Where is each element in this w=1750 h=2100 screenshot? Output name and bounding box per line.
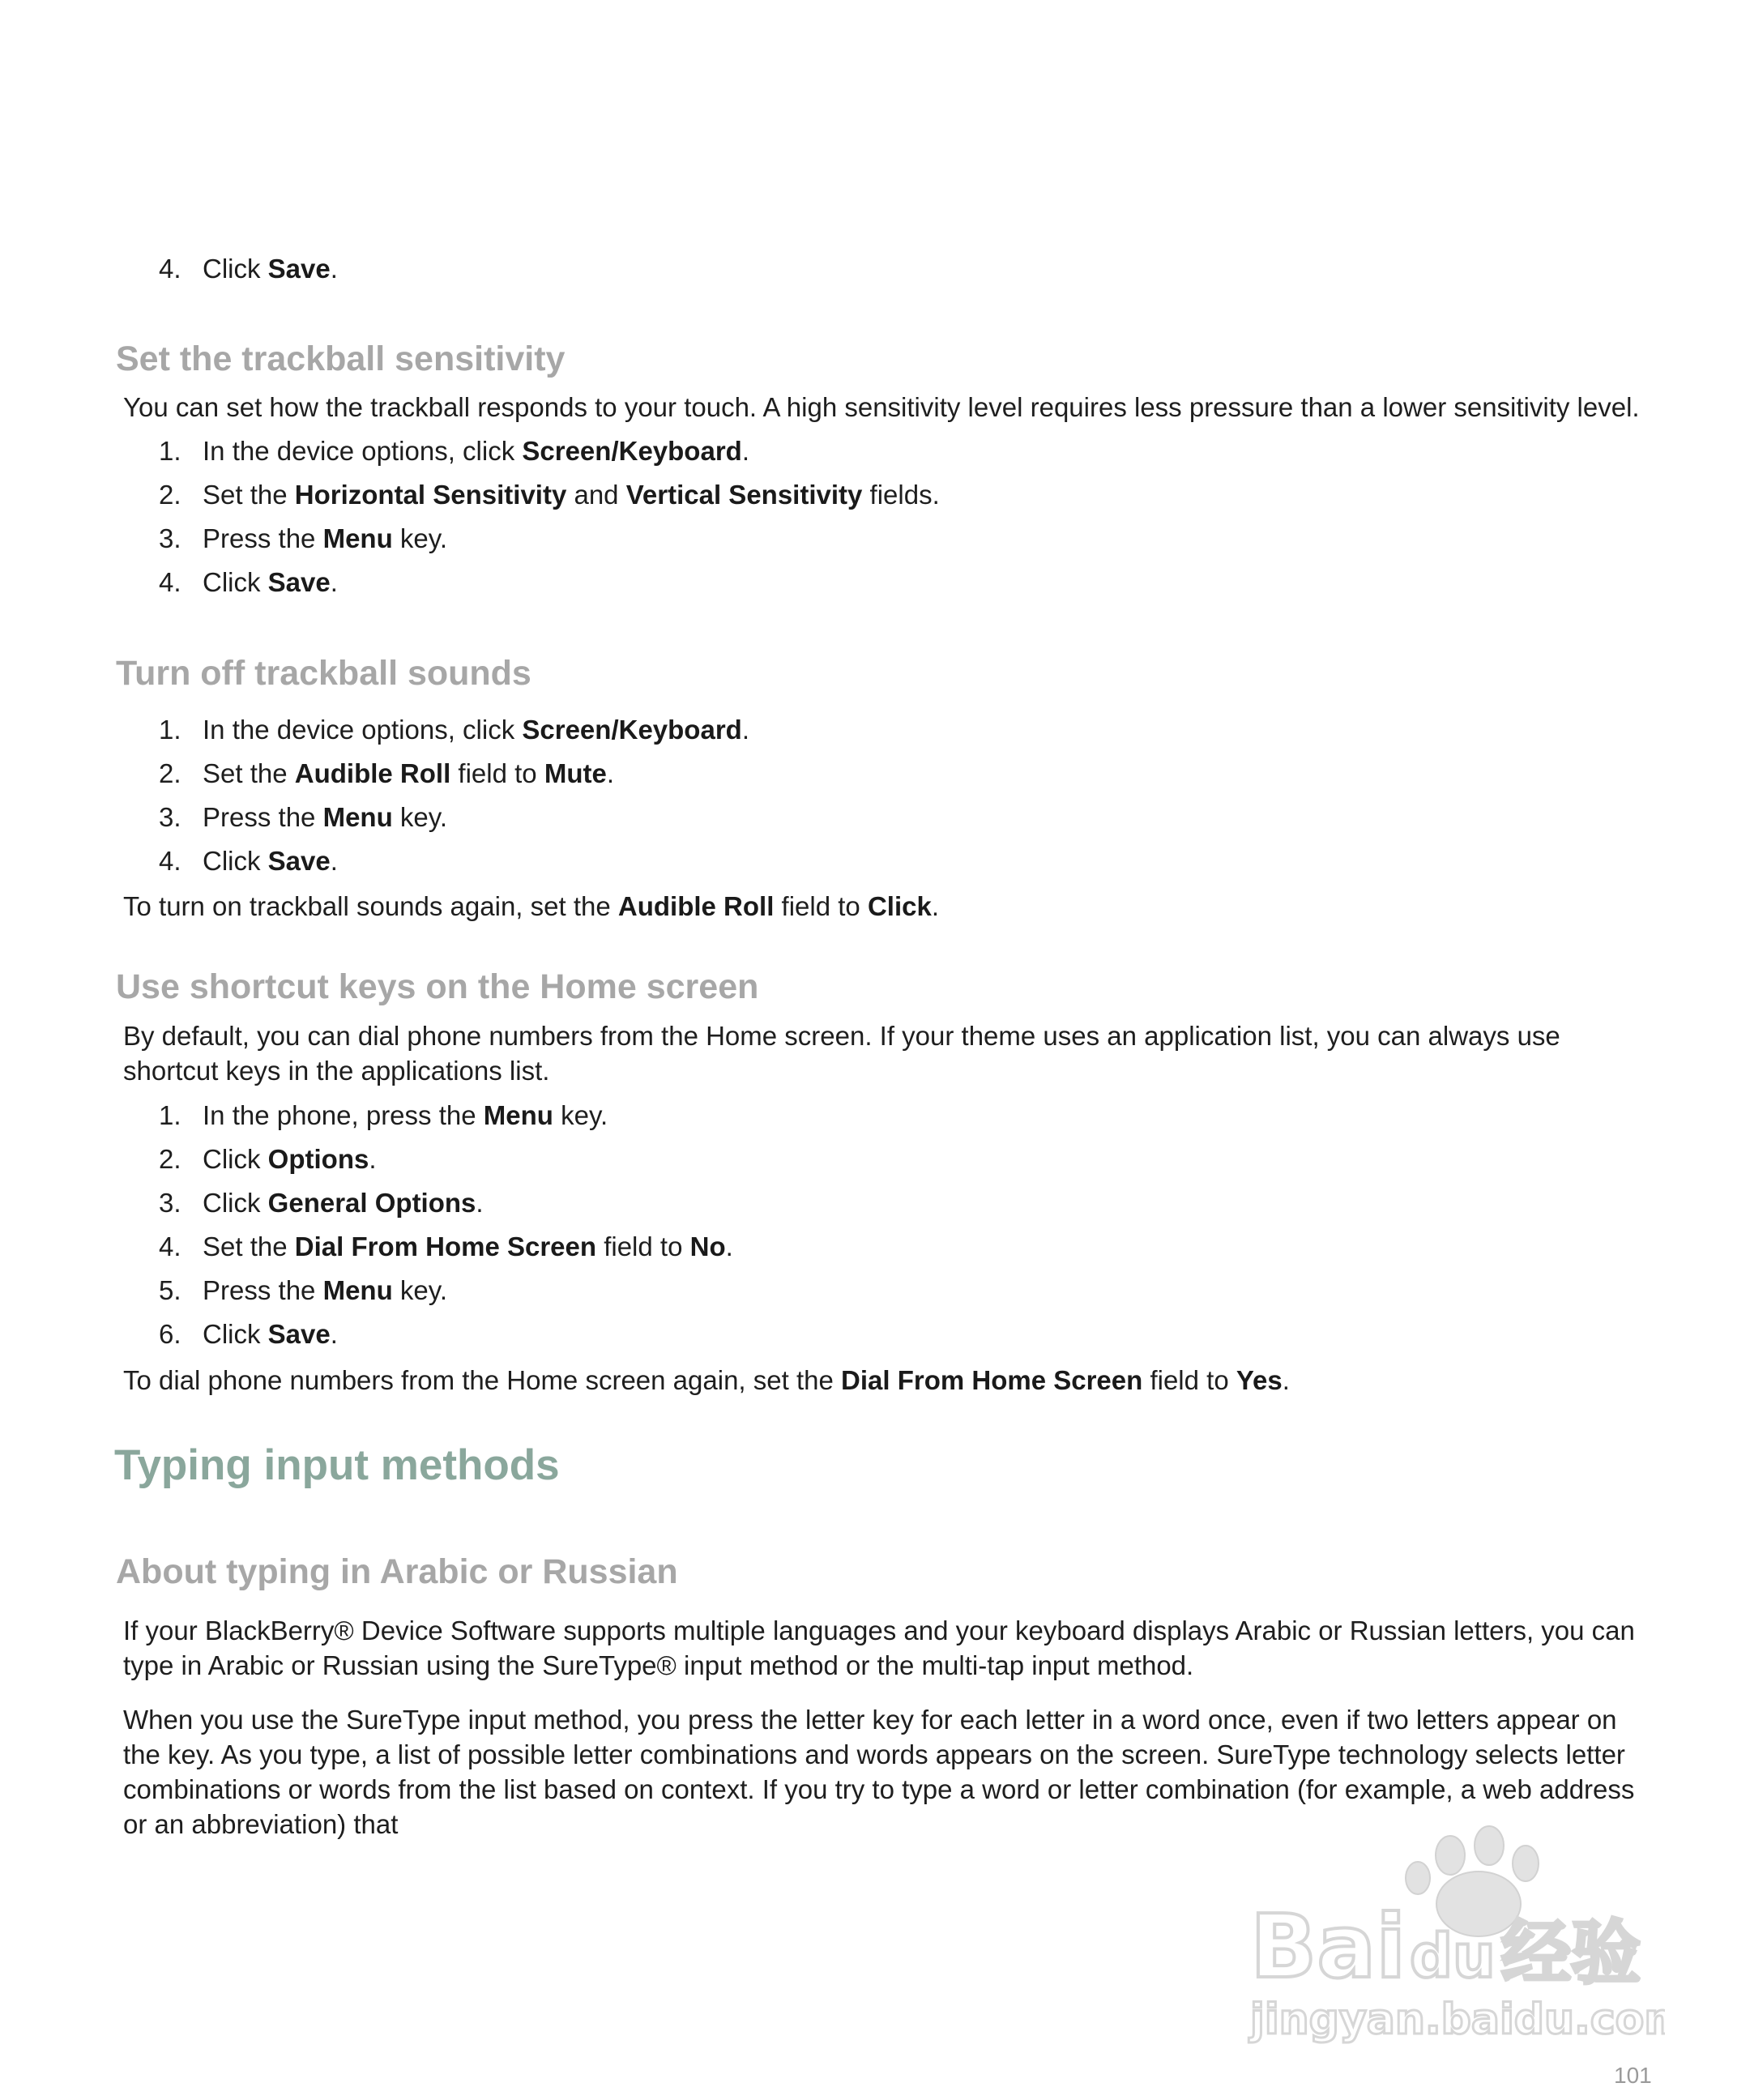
baidu-paw-logo-icon xyxy=(1244,1815,1665,2058)
section-outro: To turn on trackball sounds again, set the Audible Roll field to Click. xyxy=(123,891,939,921)
step-item: 4. Set the Dial From Home Screen field to No. xyxy=(159,1231,733,1261)
step-item: 3. Press the Menu key. xyxy=(159,802,447,832)
section-outro: To dial phone numbers from the Home screen again, set the Dial From Home Screen field to Yes. xyxy=(123,1365,1290,1395)
step-item: 4. Click Save. xyxy=(159,567,338,597)
section-heading: About typing in Arabic or Russian xyxy=(116,1552,678,1591)
step-item: 4. Click Save. xyxy=(159,254,338,284)
step-item: 5. Press the Menu key. xyxy=(159,1275,447,1305)
section-heading: Turn off trackball sounds xyxy=(116,654,531,693)
step-item: 6. Click Save. xyxy=(159,1319,338,1349)
step-item: 1. In the device options, click Screen/Keyboard. xyxy=(159,436,749,466)
step-item: 4. Click Save. xyxy=(159,846,338,876)
paragraph: If your BlackBerry® Device Software supports multiple languages and your keyboard displays Arabic or Russian letters, you can type in Arabic or Russian using the SureType® input method or the multi-tap input method. xyxy=(123,1616,1635,1680)
step-item: 2. Set the Audible Roll field to Mute. xyxy=(159,758,614,788)
section-intro: You can set how the trackball responds to your touch. A high sensitivity level requires less pressure than a lower sensitivity level. xyxy=(123,392,1640,422)
baidu-watermark xyxy=(1244,1815,1665,2058)
chapter-heading: Typing input methods xyxy=(114,1441,560,1489)
step-item: 3. Click General Options. xyxy=(159,1188,484,1218)
paragraph: When you use the SureType input method, you press the letter key for each letter in a word once, even if two letters appear on the key. As you type, a list of possible letter combinations and words appears on the screen. SureType technology selects letter combinations or words from the list based on context. If you try to type a word or letter combination (for example, a web address or an abbreviation) that xyxy=(123,1705,1635,1839)
section-heading: Use shortcut keys on the Home screen xyxy=(116,967,759,1006)
svg-text:经验: 经验 xyxy=(1501,1913,1641,1994)
step-item: 2. Click Options. xyxy=(159,1144,377,1174)
section-heading: Set the trackball sensitivity xyxy=(116,339,566,378)
step-item: 1. In the device options, click Screen/Keyboard. xyxy=(159,715,749,745)
page-number: 101 xyxy=(1614,2063,1652,2088)
svg-text:du: du xyxy=(1410,1922,1496,1991)
step-item: 1. In the phone, press the Menu key. xyxy=(159,1100,608,1130)
svg-text:Bai: Bai xyxy=(1250,1897,1406,1998)
step-item: 2. Set the Horizontal Sensitivity and Vertical Sensitivity fields. xyxy=(159,480,940,510)
step-item: 3. Press the Menu key. xyxy=(159,523,447,553)
watermark-url: jingyan.baidu.com xyxy=(1250,1995,1665,2044)
section-intro: By default, you can dial phone numbers from the Home screen. If your theme uses an application list, you can always use shortcut keys in the applications list. xyxy=(123,1021,1560,1086)
